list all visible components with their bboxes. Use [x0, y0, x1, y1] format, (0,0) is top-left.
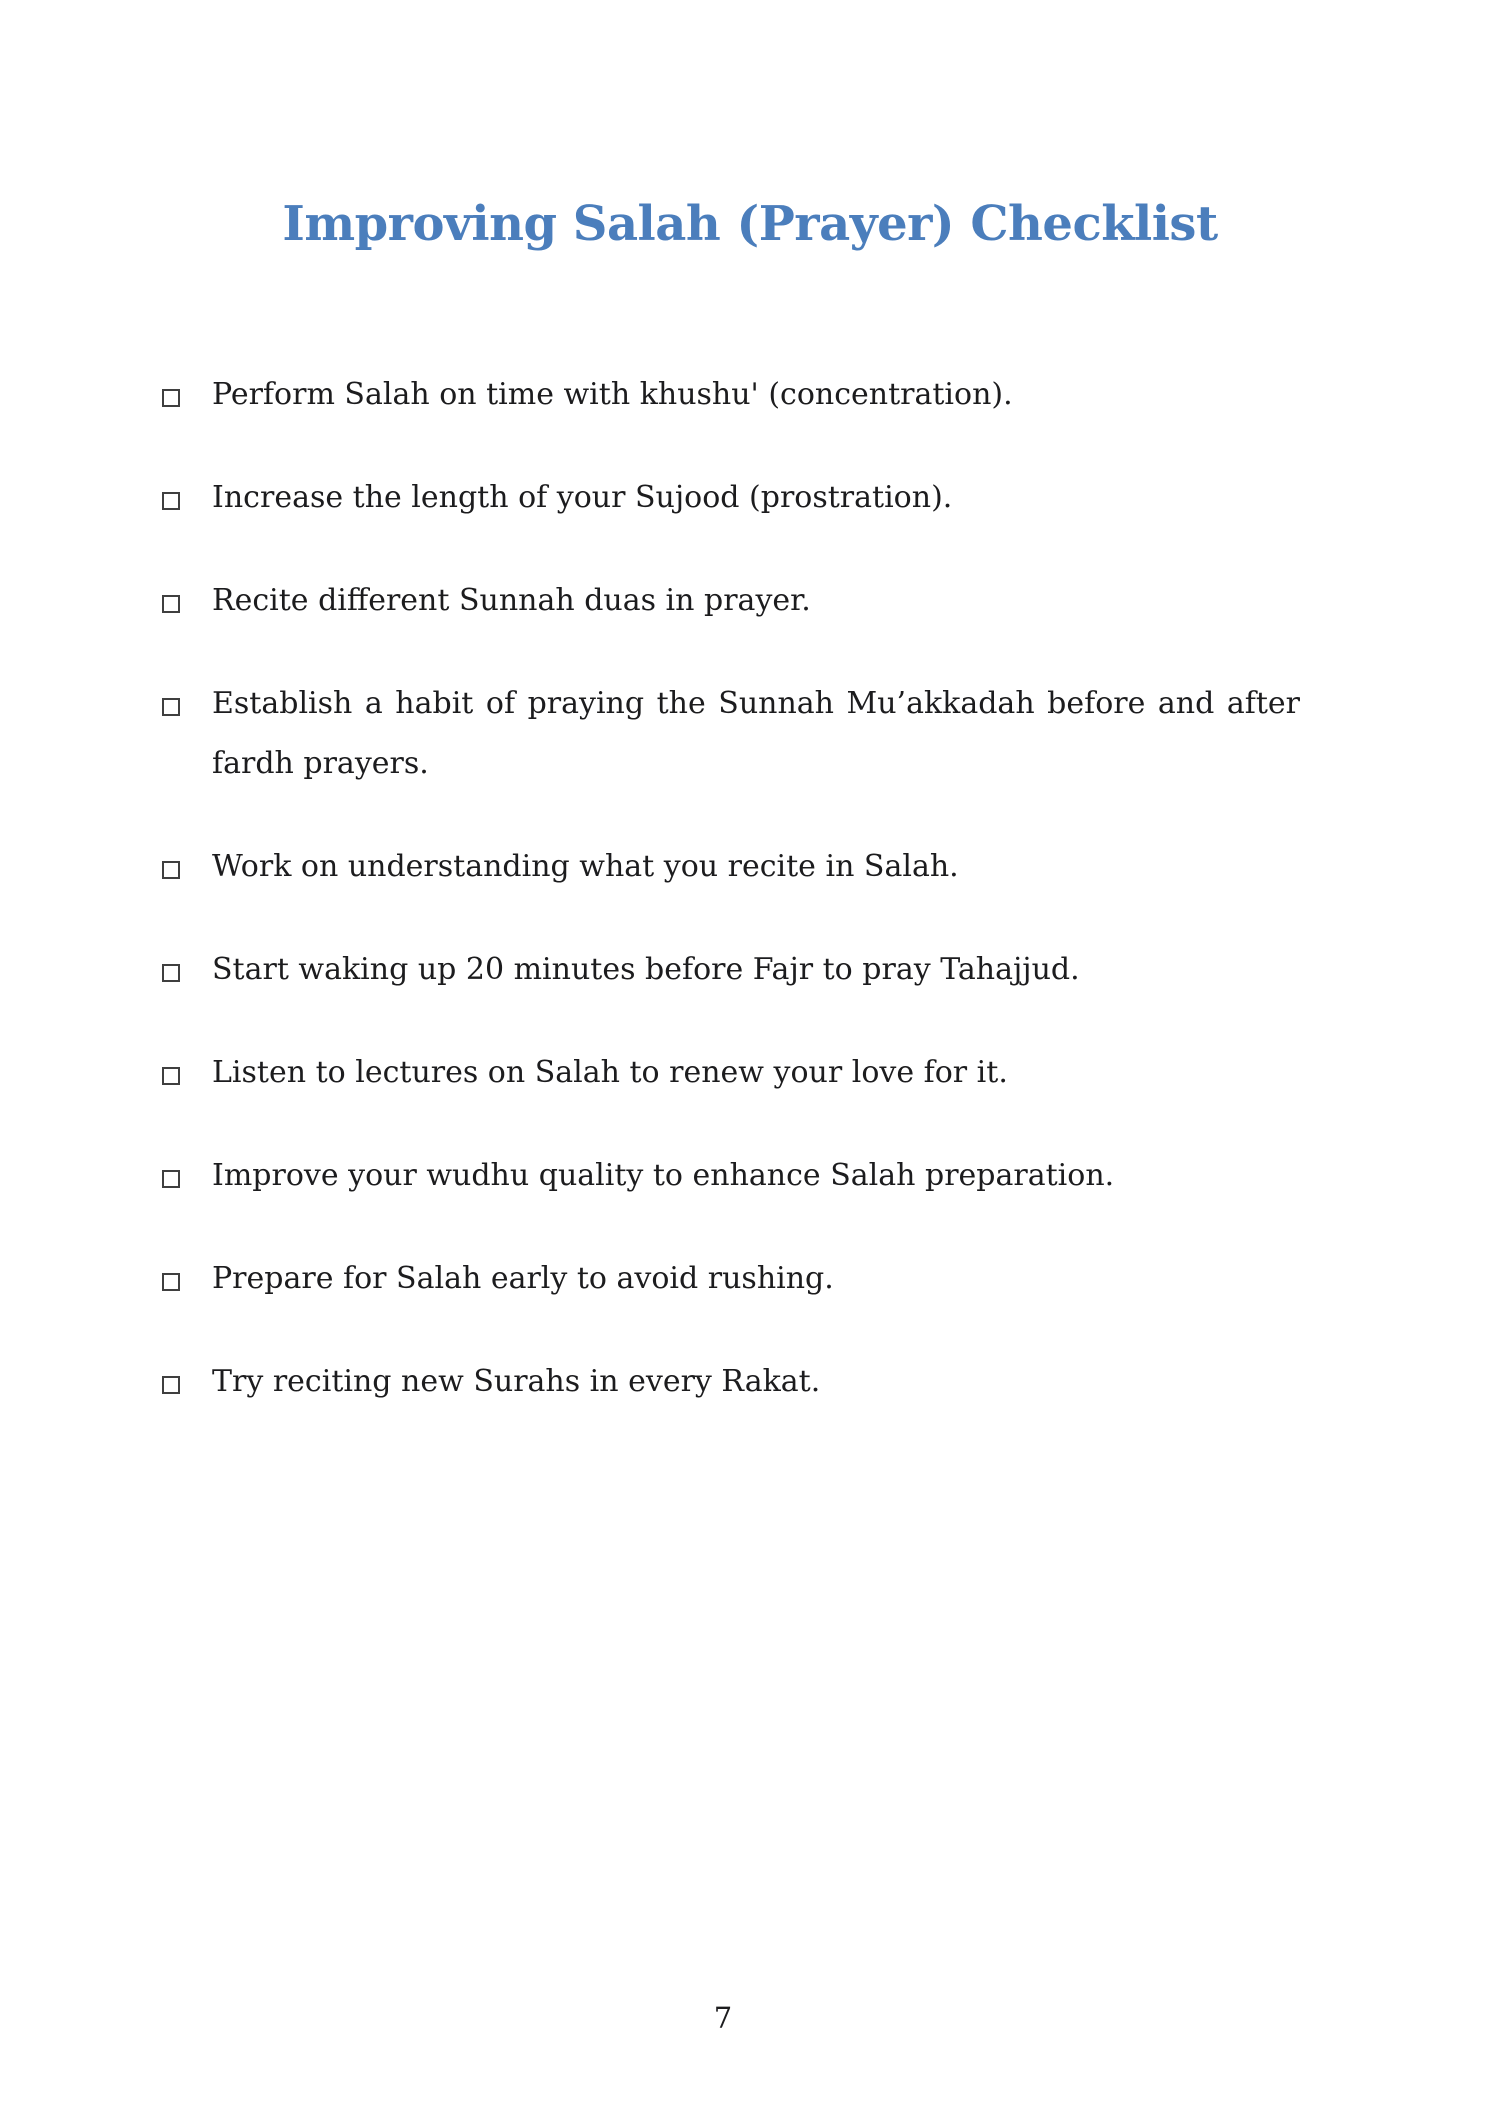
- checklist-item: [162, 940, 1318, 1000]
- checkbox-icon: [162, 964, 180, 982]
- checklist-item-line: fardh prayers.: [212, 746, 429, 781]
- checklist-item: [162, 837, 1318, 897]
- checkbox-icon: [162, 1273, 180, 1291]
- page-number: 7: [713, 2001, 733, 2035]
- checklist-item-text: [212, 674, 1300, 794]
- checkbox-icon: [162, 492, 180, 510]
- checklist-item-line: Work on understanding what you recite in Salah.: [212, 849, 959, 884]
- checkbox-icon: [162, 1067, 180, 1085]
- checklist-item-line: Listen to lectures on Salah to renew your love for it.: [212, 1055, 1008, 1090]
- checklist-item-line: Establish a habit of praying the Sunnah Mu’akkadah before and after: [212, 686, 1300, 721]
- checklist-item: [162, 674, 1318, 794]
- checklist-item-text: [212, 1352, 1300, 1412]
- checklist: [162, 365, 1318, 1455]
- checkbox-icon: [162, 698, 180, 716]
- checklist-item-text: [212, 365, 1300, 425]
- checklist-item: [162, 1043, 1318, 1103]
- checklist-item-line: Try reciting new Surahs in every Rakat.: [212, 1364, 821, 1399]
- checklist-item-text: [212, 1146, 1300, 1206]
- checklist-item: [162, 365, 1318, 425]
- checklist-item: [162, 1146, 1318, 1206]
- page-title: Improving Salah (Prayer) Checklist: [282, 196, 1218, 252]
- checklist-item-text: [212, 1249, 1300, 1309]
- checklist-item-text: [212, 837, 1300, 897]
- checkbox-icon: [162, 595, 180, 613]
- checkbox-icon: [162, 389, 180, 407]
- checklist-item-line: Increase the length of your Sujood (prostration).: [212, 480, 953, 515]
- checklist-item: [162, 468, 1318, 528]
- checkbox-icon: [162, 1170, 180, 1188]
- checklist-item-text: [212, 940, 1300, 1000]
- checklist-item-line: Prepare for Salah early to avoid rushing.: [212, 1261, 834, 1296]
- checklist-item-line: Start waking up 20 minutes before Fajr to pray Tahajjud.: [212, 952, 1080, 987]
- checklist-item-text: [212, 571, 1300, 631]
- checklist-item-text: [212, 468, 1300, 528]
- checkbox-icon: [162, 1376, 180, 1394]
- checklist-item-line: Perform Salah on time with khushu' (concentration).: [212, 377, 1013, 412]
- checklist-item: [162, 571, 1318, 631]
- checklist-item-text: [212, 1043, 1300, 1103]
- checklist-item-line: Recite different Sunnah duas in prayer.: [212, 583, 811, 618]
- checkbox-icon: [162, 861, 180, 879]
- checklist-item-line: Improve your wudhu quality to enhance Salah preparation.: [212, 1158, 1115, 1193]
- checklist-item: [162, 1352, 1318, 1412]
- checklist-item: [162, 1249, 1318, 1309]
